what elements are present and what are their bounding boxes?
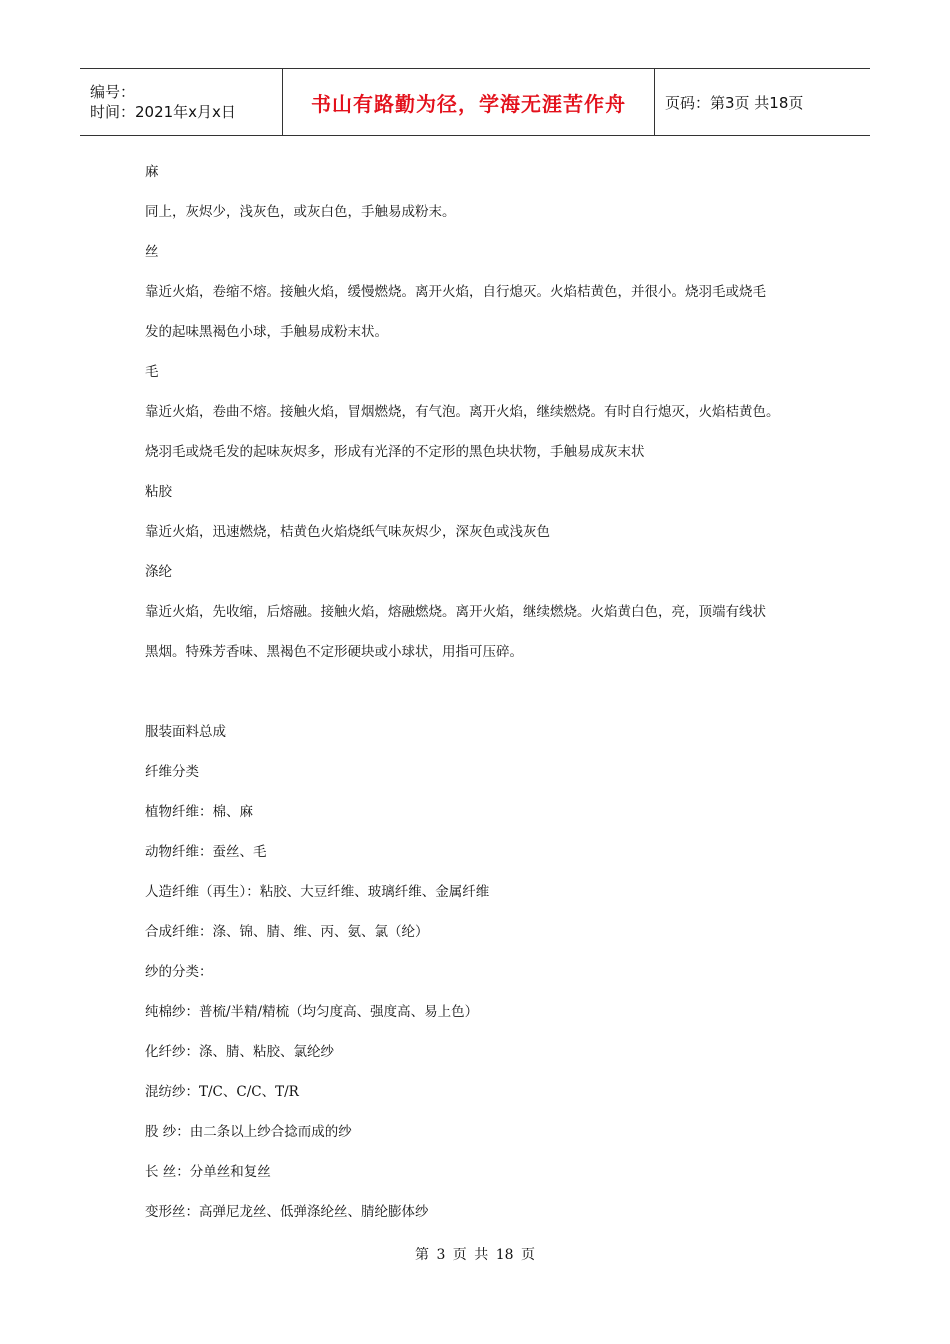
header-page-cell: [655, 69, 870, 135]
document-body: [145, 152, 825, 1232]
header-number-label: 编号：: [90, 83, 136, 101]
header-motto: 书山有路勤为径，学海无涯苦作舟: [311, 91, 626, 116]
body-line: 粘胶: [145, 484, 172, 500]
body-line: 纤维分类: [145, 764, 199, 780]
body-line: 靠近火焰，卷缩不熔。接触火焰，缓慢燃烧。离开火焰，自行熄灭。火焰桔黄色，并很小。烧羽毛或烧毛: [145, 284, 766, 300]
header-time-label: 时间：2021年x月x日: [90, 103, 236, 121]
body-line: 靠近火焰，卷曲不熔。接触火焰，冒烟燃烧，有气泡。离开火焰，继续燃烧。有时自行熄灭，火焰桔黄色。: [145, 404, 780, 420]
body-line: 纱的分类：: [145, 964, 213, 980]
body-line: 同上，灰烬少，浅灰色，或灰白色，手触易成粉末。: [145, 204, 456, 220]
body-line: 变形丝：高弹尼龙丝、低弹涤纶丝、腈纶膨体纱: [145, 1204, 429, 1220]
body-line: 黑烟。特殊芳香味、黑褐色不定形硬块或小球状，用指可压碎。: [145, 644, 523, 660]
body-line: 丝: [145, 244, 159, 260]
body-line: 烧羽毛或烧毛发的起味灰烬多，形成有光泽的不定形的黑色块状物，手触易成灰末状: [145, 444, 645, 460]
body-line: 人造纤维（再生）：粘胶、大豆纤维、玻璃纤维、金属纤维: [145, 884, 490, 900]
body-line: 长 丝：分单丝和复丝: [145, 1164, 271, 1180]
header-meta: [80, 69, 282, 135]
body-line: 服装面料总成: [145, 724, 226, 740]
body-line: 靠近火焰，先收缩，后熔融。接触火焰，熔融燃烧。离开火焰，继续燃烧。火焰黄白色，亮，顶端有线状: [145, 604, 766, 620]
body-line: 靠近火焰，迅速燃烧，桔黄色火焰烧纸气味灰烬少，深灰色或浅灰色: [145, 524, 550, 540]
body-line: 麻: [145, 164, 159, 180]
body-line: 植物纤维：棉、麻: [145, 804, 253, 820]
header-motto-cell: [282, 69, 655, 135]
body-line: 混纺纱：T/C、C/C、T/R: [145, 1084, 299, 1100]
page-footer: 第 3 页 共 18 页: [415, 1247, 535, 1263]
body-line: 毛: [145, 364, 159, 380]
body-line: 发的起味黑褐色小球，手触易成粉末状。: [145, 324, 388, 340]
page-header: [80, 68, 870, 136]
body-line: 股 纱：由二条以上纱合捻而成的纱: [145, 1124, 352, 1140]
body-line: 纯棉纱：普梳/半精/精梳（均匀度高、强度高、易上色）: [145, 1004, 479, 1020]
body-line: 涤纶: [145, 564, 172, 580]
body-line: 合成纤维：涤、锦、腈、维、丙、氨、氯（纶）: [145, 924, 429, 940]
body-line: 化纤纱：涤、腈、粘胶、氯纶纱: [145, 1044, 334, 1060]
header-page-label: 页码：第3页 共18页: [665, 93, 804, 112]
blank-line: [145, 672, 825, 712]
body-line: 动物纤维：蚕丝、毛: [145, 844, 267, 860]
